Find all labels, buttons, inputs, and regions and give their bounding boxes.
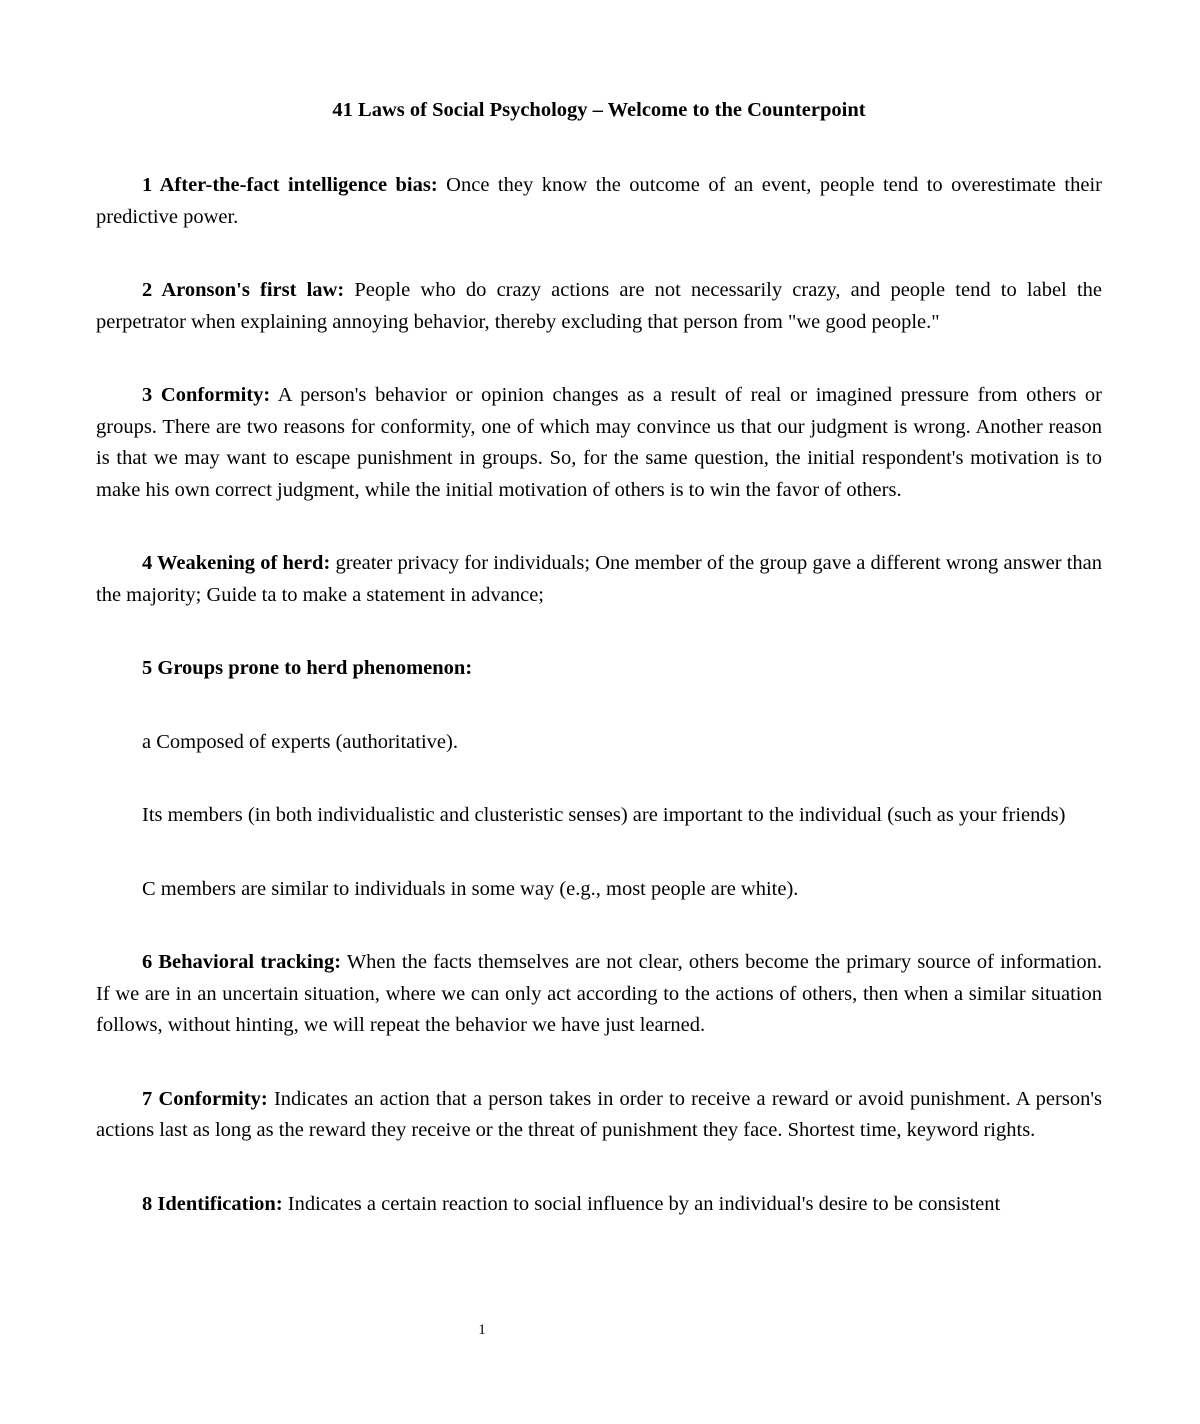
law-body: A person's behavior or opinion changes as a result of real or imagined pressure from others or groups. There are two reasons for conformity, one of which may convince us that our judgment is wrong. Another reason is that we may want to escape punishment in groups. So, for the same question, the initial respondent's motivation is to make his own correct judgment, while the initial motivation of others is to win the favor of others.	[96, 384, 1102, 501]
law-paragraph	[96, 170, 1102, 233]
law-heading: 7 Conformity:	[142, 1087, 268, 1110]
law-paragraph	[96, 653, 1102, 685]
law-heading: 5 Groups prone to herd phenomenon:	[142, 657, 473, 679]
law-heading: 3 Conformity:	[142, 384, 271, 406]
law-paragraph	[96, 947, 1102, 1042]
law-heading: 4 Weakening of herd:	[142, 552, 331, 574]
document-page	[96, 92, 1102, 1262]
law-paragraph	[96, 275, 1102, 338]
law-heading: 6 Behavioral tracking:	[142, 951, 342, 973]
law-body: Indicates an action that a person takes in order to receive a reward or avoid punishment. A person's actions last as long as the reward they receive or the threat of punishment they face. Shortest time, keyword rights.	[96, 1087, 1102, 1141]
list-item-text: a Composed of experts (authoritative).	[142, 730, 458, 753]
law-body: People who do crazy actions are not necessarily crazy, and people tend to label the perpetrator when explaining annoying behavior, thereby excluding that person from "we good people."	[96, 279, 1102, 333]
law-heading: 8 Identification:	[142, 1192, 283, 1215]
law-heading: 2 Aronson's first law:	[142, 279, 345, 301]
list-item-paragraph	[96, 727, 1102, 759]
law-paragraph	[96, 1084, 1102, 1147]
law-paragraph	[96, 380, 1102, 506]
law-paragraph	[96, 548, 1102, 611]
list-item-text: Its members (in both individualistic and clusteristic senses) are important to the individual (such as your friends)	[142, 804, 1066, 826]
list-item-paragraph	[96, 800, 1102, 832]
list-item-text: C members are similar to individuals in some way (e.g., most people are white).	[142, 877, 799, 900]
law-body: Indicates a certain reaction to social influence by an individual's desire to be consistent	[282, 1192, 1001, 1215]
list-item-paragraph	[96, 874, 1102, 906]
page-number: 1	[478, 1322, 486, 1338]
law-paragraph	[96, 1189, 1102, 1221]
law-body: greater privacy for individuals; One member of the group gave a different wrong answer than the majority; Guide ta to make a statement in advance;	[96, 552, 1102, 606]
law-body: Once they know the outcome of an event, people tend to overestimate their predictive power.	[96, 174, 1102, 228]
law-body: When the facts themselves are not clear, others become the primary source of information. If we are in an uncertain situation, where we can only act according to the actions of others, then when a similar situation follows, without hinting, we will repeat the behavior we have just learned.	[96, 951, 1102, 1036]
document-title: 41 Laws of Social Psychology – Welcome to the Counterpoint	[332, 99, 866, 121]
law-heading: 1 After-the-fact intelligence bias:	[142, 174, 438, 196]
